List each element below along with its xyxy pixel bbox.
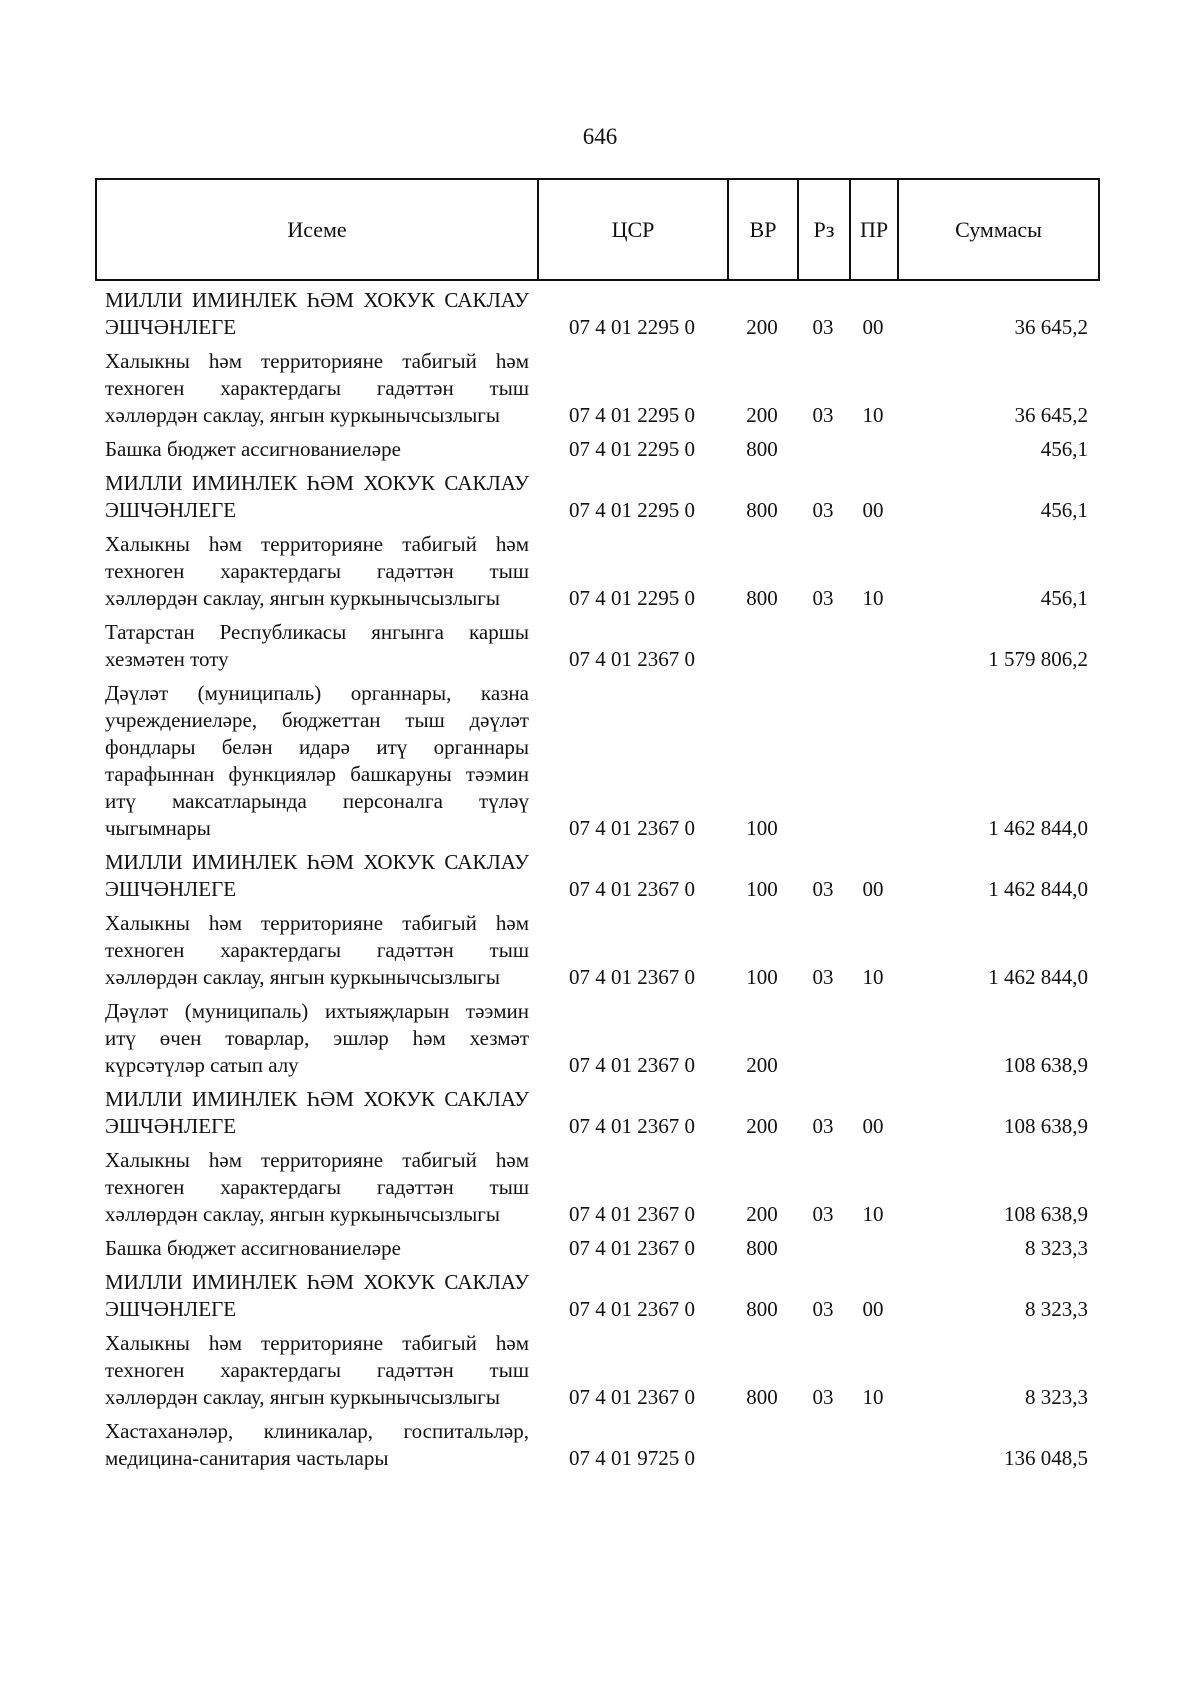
row-rz [797,615,849,676]
table-row [95,283,1098,344]
row-rz [797,1231,849,1265]
row-vr: 800 [746,1297,778,1321]
row-csr: 07 4 01 2367 0 [569,1053,695,1077]
row-name: МИЛЛИ ИМИНЛЕК ҺӘМ ХОКУК САКЛАУ ЭШЧӘНЛЕГЕ [105,1270,529,1321]
table-row [95,994,1098,1082]
row-sum: 1 462 844,0 [988,965,1088,989]
row-csr: 07 4 01 2367 0 [569,1114,695,1138]
row-name: МИЛЛИ ИМИНЛЕК ҺӘМ ХОКУК САКЛАУ ЭШЧӘНЛЕГЕ [105,471,529,522]
row-rz: 03 [812,403,834,427]
row-pr: 10 [862,965,884,989]
row-name: Халыкны һәм территорияне табигый һәм техноген характердагы гадәттән тыш хәллөрдән саклау, янгын куркынычсызлыгы [105,1331,529,1409]
row-csr: 07 4 01 2367 0 [569,965,695,989]
row-pr [849,994,897,1082]
row-sum: 36 645,2 [1014,315,1088,339]
row-pr: 00 [862,315,884,339]
row-vr: 800 [746,1236,778,1260]
table-row [95,906,1098,994]
table-row [95,1143,1098,1231]
row-pr [849,1414,897,1475]
row-sum: 8 323,3 [1025,1385,1088,1409]
row-csr: 07 4 01 2367 0 [569,1202,695,1226]
table-row [95,527,1098,615]
row-rz: 03 [812,498,834,522]
row-name: МИЛЛИ ИМИНЛЕК ҺӘМ ХОКУК САКЛАУ ЭШЧӘНЛЕГЕ [105,288,529,339]
row-rz: 03 [812,1385,834,1409]
row-sum: 136 048,5 [1004,1446,1088,1470]
row-vr: 100 [746,816,778,840]
row-vr: 800 [746,437,778,461]
row-name: МИЛЛИ ИМИНЛЕК ҺӘМ ХОКУК САКЛАУ ЭШЧӘНЛЕГЕ [105,1087,529,1138]
row-csr: 07 4 01 2295 0 [569,437,695,461]
row-pr: 00 [862,1114,884,1138]
row-rz [797,994,849,1082]
table-row [95,1265,1098,1326]
row-name: Халыкны һәм территорияне табигый һәм техноген характердагы гадәттән тыш хәллөрдән саклау, янгын куркынычсызлыгы [105,532,529,610]
page-number: 646 [582,124,618,149]
row-rz: 03 [812,877,834,901]
table-row [95,676,1098,845]
row-csr: 07 4 01 2367 0 [569,1385,695,1409]
row-name: Дәүләт (муниципаль) ихтыяҗларын тәэмин итү өчен товарлар, эшләр һәм хезмәт күрсәтүләр сатып алу [105,999,529,1077]
row-sum: 1 579 806,2 [988,647,1088,671]
row-pr [849,676,897,845]
row-sum: 108 638,9 [1004,1114,1088,1138]
row-sum: 8 323,3 [1025,1297,1088,1321]
header-vr: ВР [728,179,798,280]
row-sum: 456,1 [1040,498,1088,522]
row-vr [727,615,797,676]
row-vr: 800 [746,498,778,522]
row-rz [797,676,849,845]
table-row [95,1082,1098,1143]
table-row [95,432,1098,466]
row-sum: 36 645,2 [1014,403,1088,427]
row-pr: 10 [862,1202,884,1226]
row-vr: 100 [746,965,778,989]
row-rz [797,1414,849,1475]
row-rz: 03 [812,1202,834,1226]
row-sum: 1 462 844,0 [988,877,1088,901]
row-name: Хастаханәләр, клиникалар, госпитальләр, медицина-санитария частьлары [105,1419,529,1470]
row-pr [849,615,897,676]
row-sum: 8 323,3 [1025,1236,1088,1260]
row-name: Башка бюджет ассигнованиеләре [105,1236,401,1260]
table-row [95,344,1098,432]
row-csr: 07 4 01 2367 0 [569,1236,695,1260]
row-sum: 1 462 844,0 [988,816,1088,840]
row-pr: 00 [862,498,884,522]
table-row [95,1231,1098,1265]
row-name: Татарстан Республикасы янгынга каршы хезмәтен тоту [105,620,529,671]
header-pr: ПР [850,179,898,280]
row-pr: 00 [862,877,884,901]
row-name: Халыкны һәм территорияне табигый һәм техноген характердагы гадәттән тыш хәллөрдән саклау, янгын куркынычсызлыгы [105,1148,529,1226]
row-name: Башка бюджет ассигнованиеләре [105,437,401,461]
row-name: Дәүләт (муниципаль) органнары, казна учреждениеләре, бюджеттан тыш дәүләт фондлары белән идарә итү органнары тарафыннан функцияләр башкаруны тәэмин итү максатларында персоналга түләү чыгымнары [105,681,529,840]
row-csr: 07 4 01 2367 0 [569,647,695,671]
row-pr [849,432,897,466]
row-sum: 108 638,9 [1004,1202,1088,1226]
row-pr: 10 [862,1385,884,1409]
row-pr [849,1231,897,1265]
row-name: Халыкны һәм территорияне табигый һәм техноген характердагы гадәттән тыш хәллөрдән саклау, янгын куркынычсызлыгы [105,349,529,427]
header-sum: Суммасы [898,179,1099,280]
row-csr: 07 4 01 2295 0 [569,498,695,522]
row-vr [727,1414,797,1475]
row-rz: 03 [812,1114,834,1138]
row-pr: 00 [862,1297,884,1321]
row-csr: 07 4 01 9725 0 [569,1446,695,1470]
row-pr: 10 [862,403,884,427]
row-csr: 07 4 01 2367 0 [569,816,695,840]
row-sum: 108 638,9 [1004,1053,1088,1077]
table-row [95,1326,1098,1414]
row-vr: 100 [746,877,778,901]
table-body [95,283,1098,1475]
header-rz: Рз [798,179,850,280]
row-csr: 07 4 01 2367 0 [569,877,695,901]
row-vr: 800 [746,1385,778,1409]
row-name: Халыкны һәм территорияне табигый һәм техноген характердагы гадәттән тыш хәллөрдән саклау, янгын куркынычсызлыгы [105,911,529,989]
header-csr: ЦСР [538,179,728,280]
row-vr: 200 [746,1053,778,1077]
row-vr: 800 [746,586,778,610]
row-csr: 07 4 01 2295 0 [569,586,695,610]
row-rz: 03 [812,965,834,989]
row-name: МИЛЛИ ИМИНЛЕК ҺӘМ ХОКУК САКЛАУ ЭШЧӘНЛЕГЕ [105,850,529,901]
row-vr: 200 [746,1202,778,1226]
row-vr: 200 [746,1114,778,1138]
row-rz: 03 [812,586,834,610]
table-row [95,845,1098,906]
row-csr: 07 4 01 2367 0 [569,1297,695,1321]
table-row [95,466,1098,527]
row-rz: 03 [812,315,834,339]
row-sum: 456,1 [1040,437,1088,461]
table-row [95,615,1098,676]
row-csr: 07 4 01 2295 0 [569,403,695,427]
table-header [95,178,1100,281]
row-sum: 456,1 [1040,586,1088,610]
row-vr: 200 [746,403,778,427]
budget-table [95,283,1098,1475]
table-row [95,1414,1098,1475]
row-vr: 200 [746,315,778,339]
row-pr: 10 [862,586,884,610]
row-rz: 03 [812,1297,834,1321]
row-csr: 07 4 01 2295 0 [569,315,695,339]
row-rz [797,432,849,466]
header-name: Исеме [96,179,538,280]
